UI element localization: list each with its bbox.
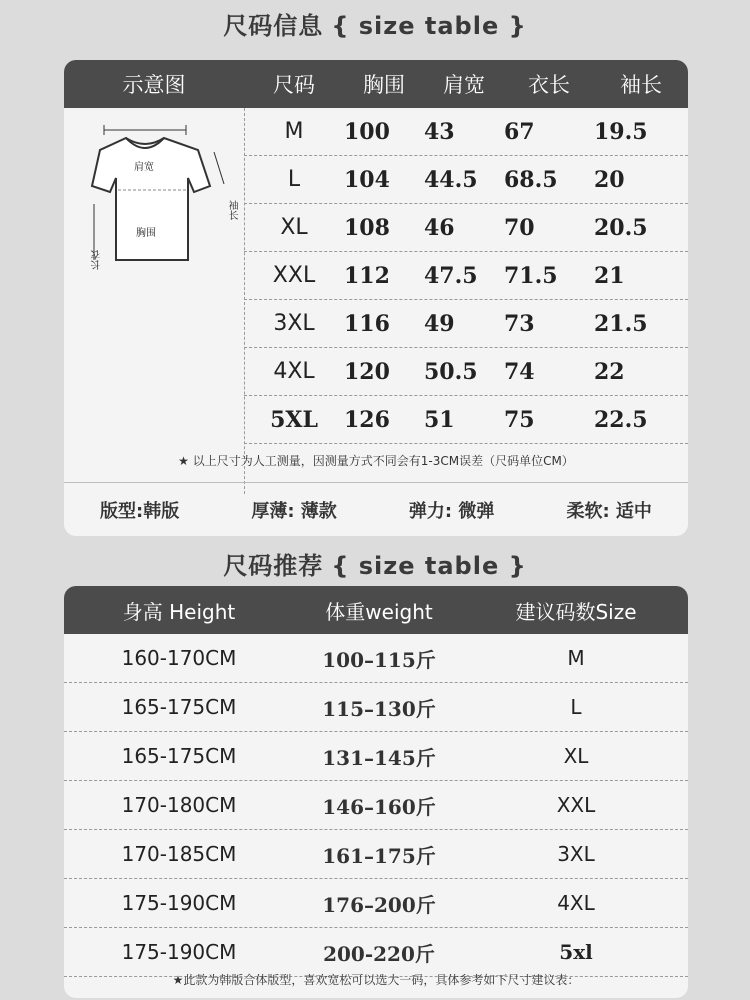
cell-height: 175-190CM — [121, 891, 237, 915]
cell-weight: 176–200斤 — [322, 892, 436, 917]
cell-weight: 146–160斤 — [322, 794, 436, 819]
fabric-attributes — [64, 482, 688, 536]
diagram-label-sleeve: 袖长 — [226, 200, 237, 220]
header-shoulder: 肩宽 — [443, 73, 485, 97]
cell-weight: 100–115斤 — [322, 647, 436, 672]
cell-sleeve: 21.5 — [594, 310, 648, 337]
cell-chest: 112 — [344, 262, 390, 289]
tshirt-diagram — [64, 108, 245, 494]
table-row — [64, 634, 688, 683]
header-suggested-size: 建议码数Size — [515, 599, 637, 624]
recommend-rows — [64, 634, 688, 977]
cell-shoulder: 44.5 — [424, 166, 478, 193]
cell-suggested-size: 4XL — [557, 891, 595, 915]
cell-length: 68.5 — [504, 166, 558, 193]
size-info-title-cn: 尺码信息 — [223, 12, 324, 40]
cell-size: 3XL — [273, 311, 315, 336]
cell-chest: 120 — [344, 358, 390, 385]
header-chest: 胸围 — [363, 73, 405, 97]
size-recommend-title-cn: 尺码推荐 — [223, 552, 324, 580]
size-recommend-card — [64, 586, 688, 998]
header-size: 尺码 — [273, 73, 315, 97]
cell-shoulder: 49 — [424, 310, 455, 337]
diagram-label-length: 长衣 — [92, 250, 103, 270]
header-sleeve: 袖长 — [620, 73, 662, 97]
cell-size: 5XL — [270, 406, 318, 433]
table-row — [244, 348, 688, 396]
cell-size: XL — [280, 215, 308, 240]
header-weight: 体重weight — [325, 599, 433, 624]
cell-shoulder: 47.5 — [424, 262, 478, 289]
cell-chest: 104 — [344, 166, 390, 193]
cell-suggested-size: M — [567, 646, 585, 670]
cell-size: L — [287, 167, 301, 192]
cell-height: 170-180CM — [121, 793, 237, 817]
size-table-header — [64, 60, 688, 108]
diagram-label-chest: 胸围 — [136, 228, 156, 239]
cell-height: 175-190CM — [121, 940, 237, 964]
attr-thickness: 厚薄: 薄款 — [251, 501, 337, 522]
cell-height: 165-175CM — [121, 695, 237, 719]
cell-sleeve: 21 — [594, 262, 625, 289]
cell-sleeve: 20 — [594, 166, 625, 193]
cell-height: 160-170CM — [121, 646, 237, 670]
cell-suggested-size: L — [570, 695, 582, 719]
recommend-table-header — [64, 586, 688, 634]
size-info-title — [0, 6, 750, 41]
table-row — [64, 683, 688, 732]
recommend-note: ★此款为韩版合体版型，喜欢宽松可以选大一码，具体参考如下尺寸建议表： — [172, 973, 580, 987]
table-row — [244, 108, 688, 156]
table-row — [244, 156, 688, 204]
cell-chest: 126 — [344, 406, 390, 433]
cell-shoulder: 43 — [424, 118, 455, 145]
cell-size: 4XL — [273, 359, 315, 384]
attr-softness: 柔软: 适中 — [566, 501, 652, 522]
cell-chest: 100 — [344, 118, 390, 145]
cell-suggested-size: XXL — [556, 793, 596, 817]
diagram-label-shoulder: 肩宽 — [134, 162, 154, 173]
table-row — [64, 781, 688, 830]
cell-weight: 200-220斤 — [323, 941, 435, 966]
size-recommend-title — [0, 546, 750, 581]
cell-suggested-size: 3XL — [557, 842, 595, 866]
cell-sleeve: 22.5 — [594, 406, 648, 433]
cell-length: 74 — [504, 358, 535, 385]
table-row — [64, 830, 688, 879]
size-recommend-title-en: { size table } — [331, 552, 527, 580]
cell-sleeve: 22 — [594, 358, 625, 385]
table-row — [64, 928, 688, 977]
table-row — [64, 732, 688, 781]
cell-weight: 115–130斤 — [322, 696, 436, 721]
measurement-note: ★ 以上尺寸为人工测量，因测量方式不同会有1-3CM误差（尺码单位CM） — [178, 454, 574, 468]
table-row — [244, 252, 688, 300]
table-row — [244, 300, 688, 348]
cell-height: 170-185CM — [121, 842, 237, 866]
header-height: 身高 Height — [122, 599, 236, 624]
cell-weight: 161–175斤 — [322, 843, 436, 868]
cell-length: 73 — [504, 310, 535, 337]
cell-shoulder: 50.5 — [424, 358, 478, 385]
size-info-card — [64, 60, 688, 536]
cell-chest: 108 — [344, 214, 390, 241]
cell-shoulder: 46 — [424, 214, 455, 241]
cell-weight: 131–145斤 — [322, 745, 436, 770]
cell-length: 71.5 — [504, 262, 558, 289]
attr-fit: 版型:韩版 — [100, 501, 180, 522]
cell-size: M — [284, 119, 304, 144]
cell-height: 165-175CM — [121, 744, 237, 768]
cell-length: 67 — [504, 118, 535, 145]
cell-sleeve: 20.5 — [594, 214, 648, 241]
header-length: 衣长 — [528, 73, 570, 97]
cell-shoulder: 51 — [424, 406, 455, 433]
attr-elasticity: 弹力: 微弹 — [408, 501, 495, 522]
cell-chest: 116 — [344, 310, 390, 337]
cell-length: 70 — [504, 214, 535, 241]
size-info-title-en: { size table } — [331, 12, 527, 40]
cell-suggested-size: XL — [563, 744, 589, 768]
cell-suggested-size: 5xl — [559, 940, 593, 964]
table-row — [64, 879, 688, 928]
table-row — [244, 396, 688, 444]
cell-size: XXL — [272, 263, 316, 288]
size-rows — [244, 108, 688, 444]
table-row — [244, 204, 688, 252]
header-diagram: 示意图 — [122, 73, 186, 97]
cell-length: 75 — [504, 406, 535, 433]
cell-sleeve: 19.5 — [594, 118, 648, 145]
